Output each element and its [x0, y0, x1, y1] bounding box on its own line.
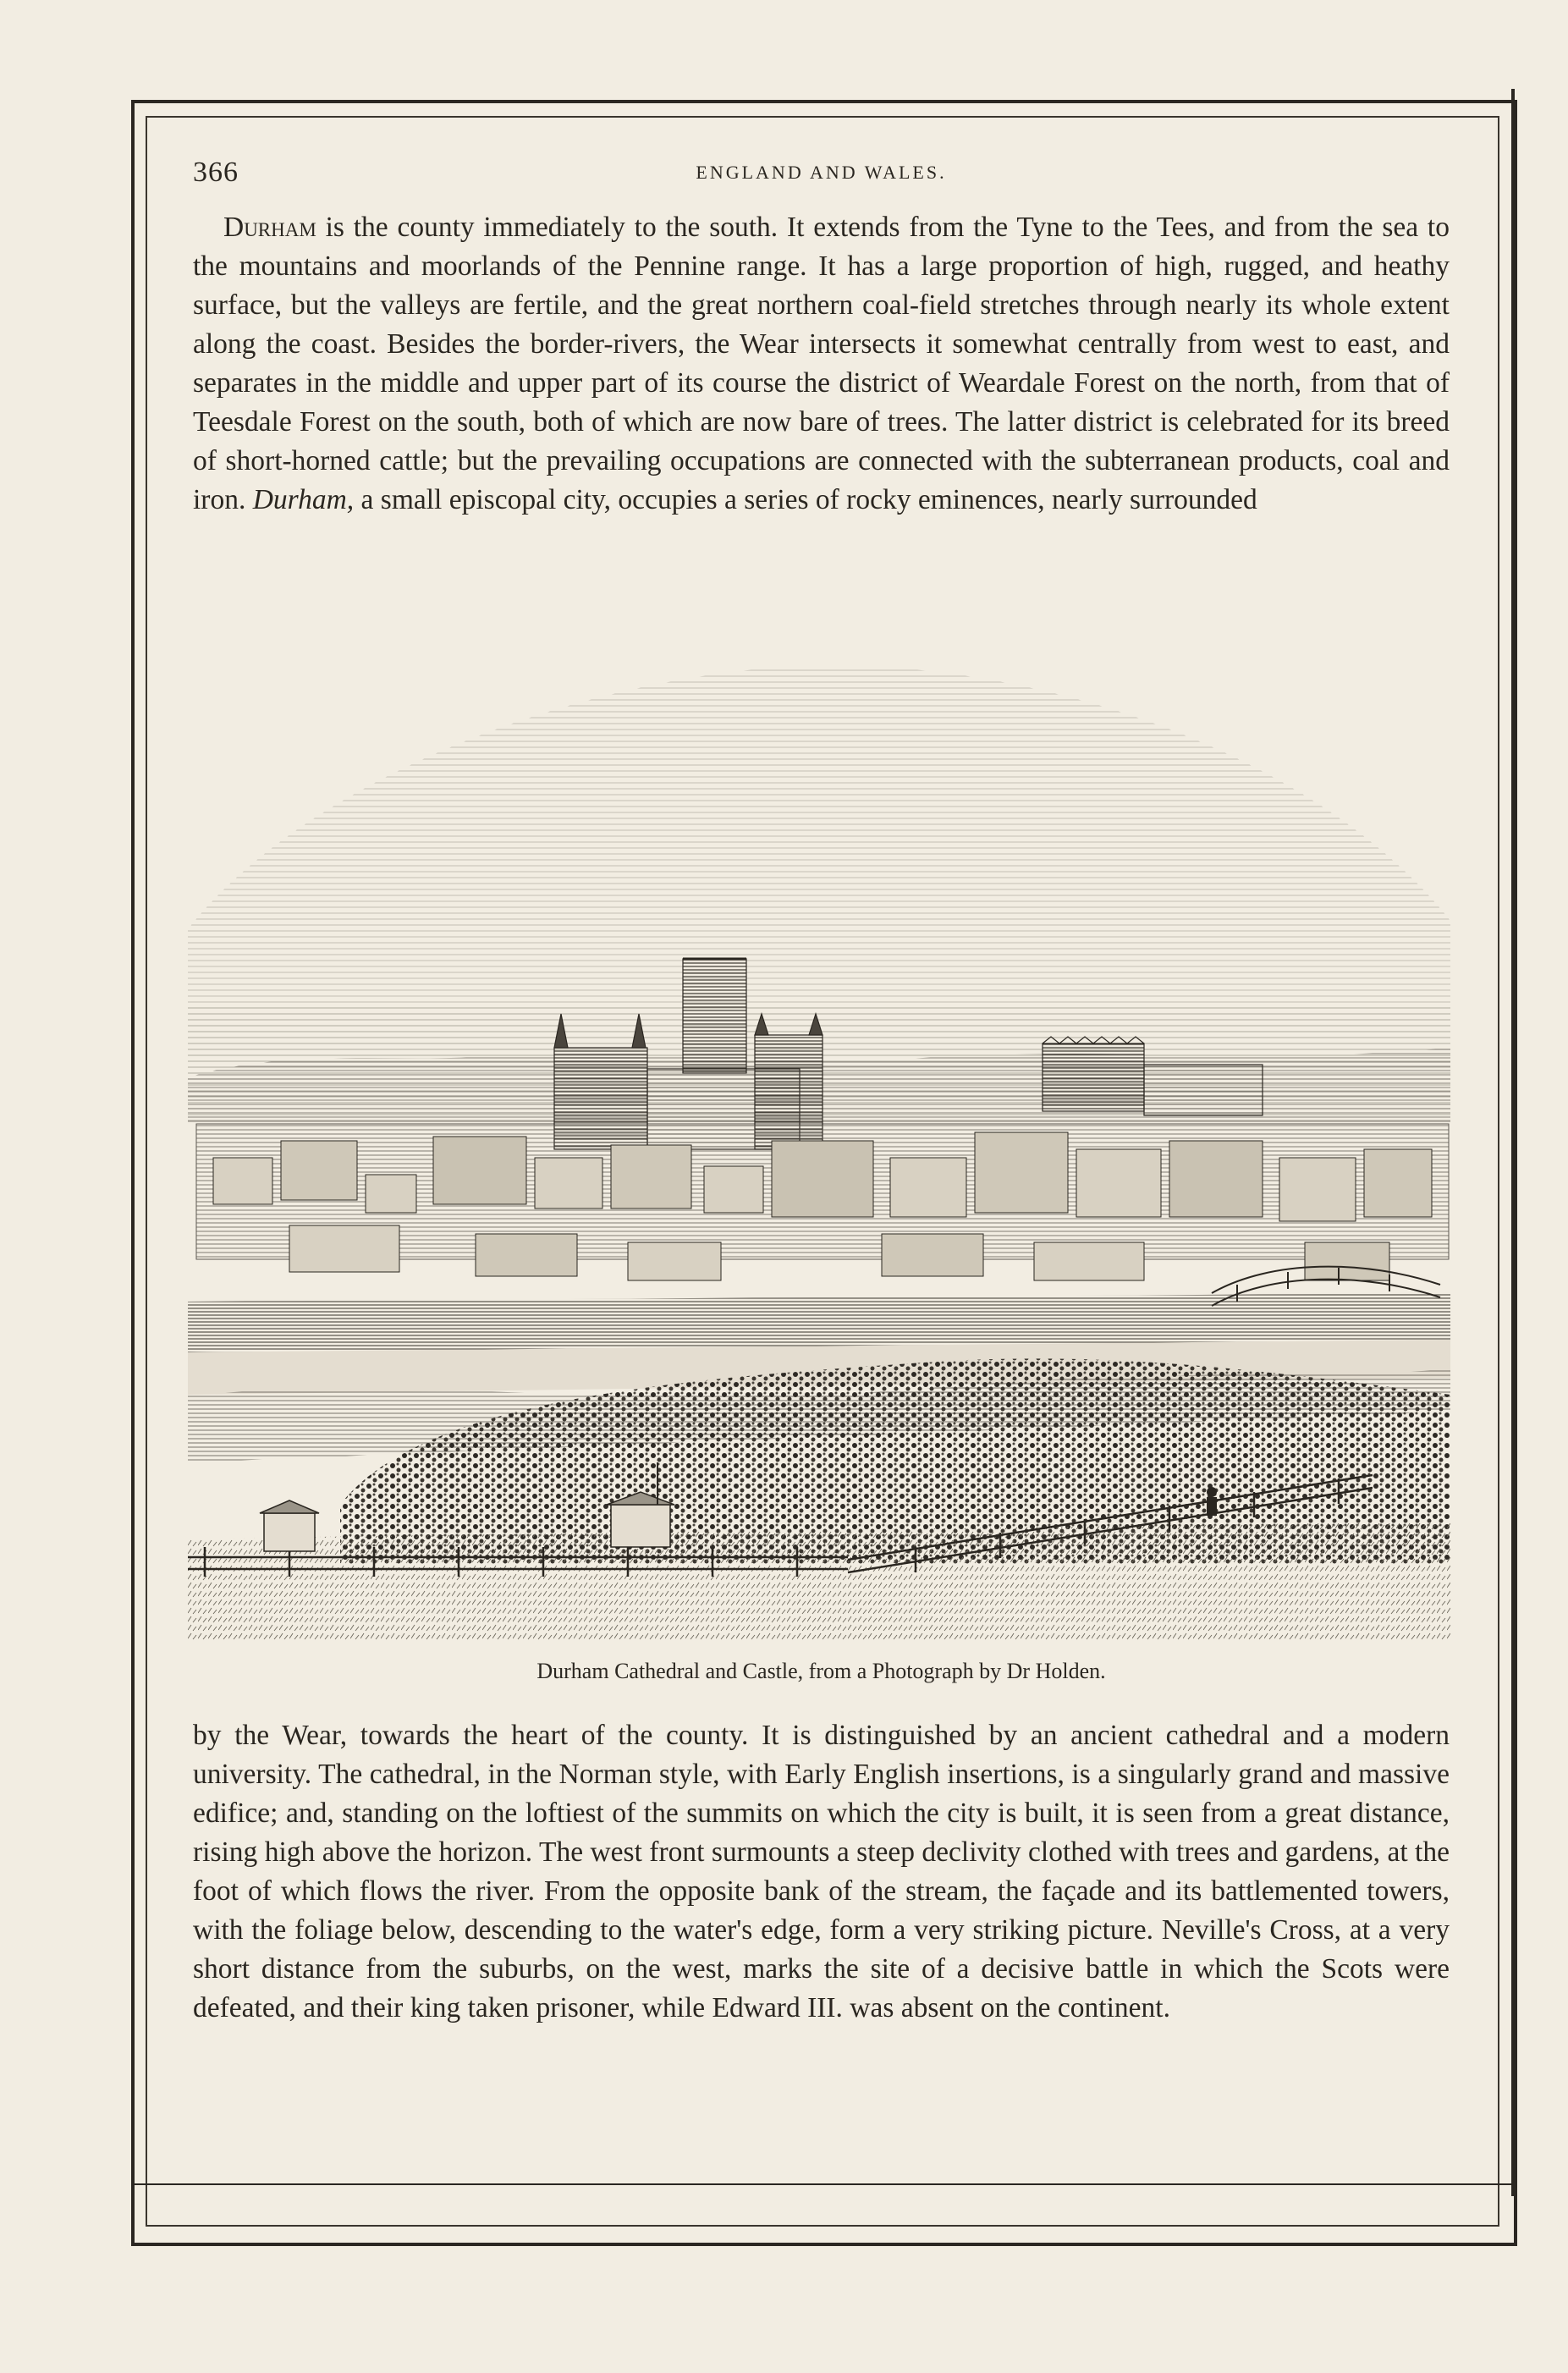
italic-city-name: Durham, — [252, 484, 355, 515]
bottom-paragraph: by the Wear, towards the heart of the county. It is distinguished by an ancient cathedral and a modern university. The cathedral, in the Norman style, with Early English insertions, is a singularly grand and massive edifice; and, standing on the loftiest of the summits on which the city is built, it is seen from a great distance, rising high above the horizon. The west front surmounts a steep declivity clothed with trees and gardens, at the foot of which flows the river. From the opposite bank of the stream, the façade and its battlemented towers, with the foliage below, descending to the water's edge, form a very striking picture. Neville's Cross, at a very short distance from the suburbs, on the west, marks the site of a decisive battle in which the Scots were defeated, and their king taken prisoner, while Edward III. was absent on the continent. — [193, 1720, 1450, 2023]
running-head: ENGLAND AND WALES. — [696, 162, 947, 183]
person-figure — [1207, 1487, 1217, 1516]
foreground-grass — [188, 1522, 1450, 1640]
page-border-rule-bottom — [131, 2183, 1514, 2185]
town-buildings — [196, 1124, 1449, 1280]
top-paragraph-block — [193, 208, 1450, 520]
page-border-rule-right — [1511, 89, 1515, 2196]
bottom-paragraph-block — [193, 1716, 1450, 2028]
engraving-illustration — [188, 650, 1450, 1640]
lead-word: Durham — [223, 212, 316, 243]
top-paragraph-end: a small episcopal city, occupies a series of rocky eminences, nearly surrounded — [354, 484, 1257, 515]
top-paragraph — [193, 208, 1450, 520]
top-paragraph-main: is the county immediately to the south. It extends from the Tyne to the Tees, and from the sea to the mountains and moorlands of the Pennine range. It has a large proportion of high, rugged, and heathy surface, but the valleys are fertile, and the great northern coal-field stretches through nearly its whole extent along the coast. Besides the border-rivers, the Wear intersects it somewhat centrally from west to east, and separates in the middle and upper part of its course the district of Weardale Forest on the north, from that of Teesdale Forest on the south, both of which are now bare of trees. The latter district is celebrated for its breed of short-horned cattle; but the prevailing occupations are connected with the subterranean products, coal and iron. — [193, 212, 1450, 515]
page-header — [193, 157, 1450, 190]
figure-caption: Durham Cathedral and Castle, from a Photograph by Dr Holden. — [536, 1659, 1106, 1683]
page-number: 366 — [193, 157, 239, 188]
